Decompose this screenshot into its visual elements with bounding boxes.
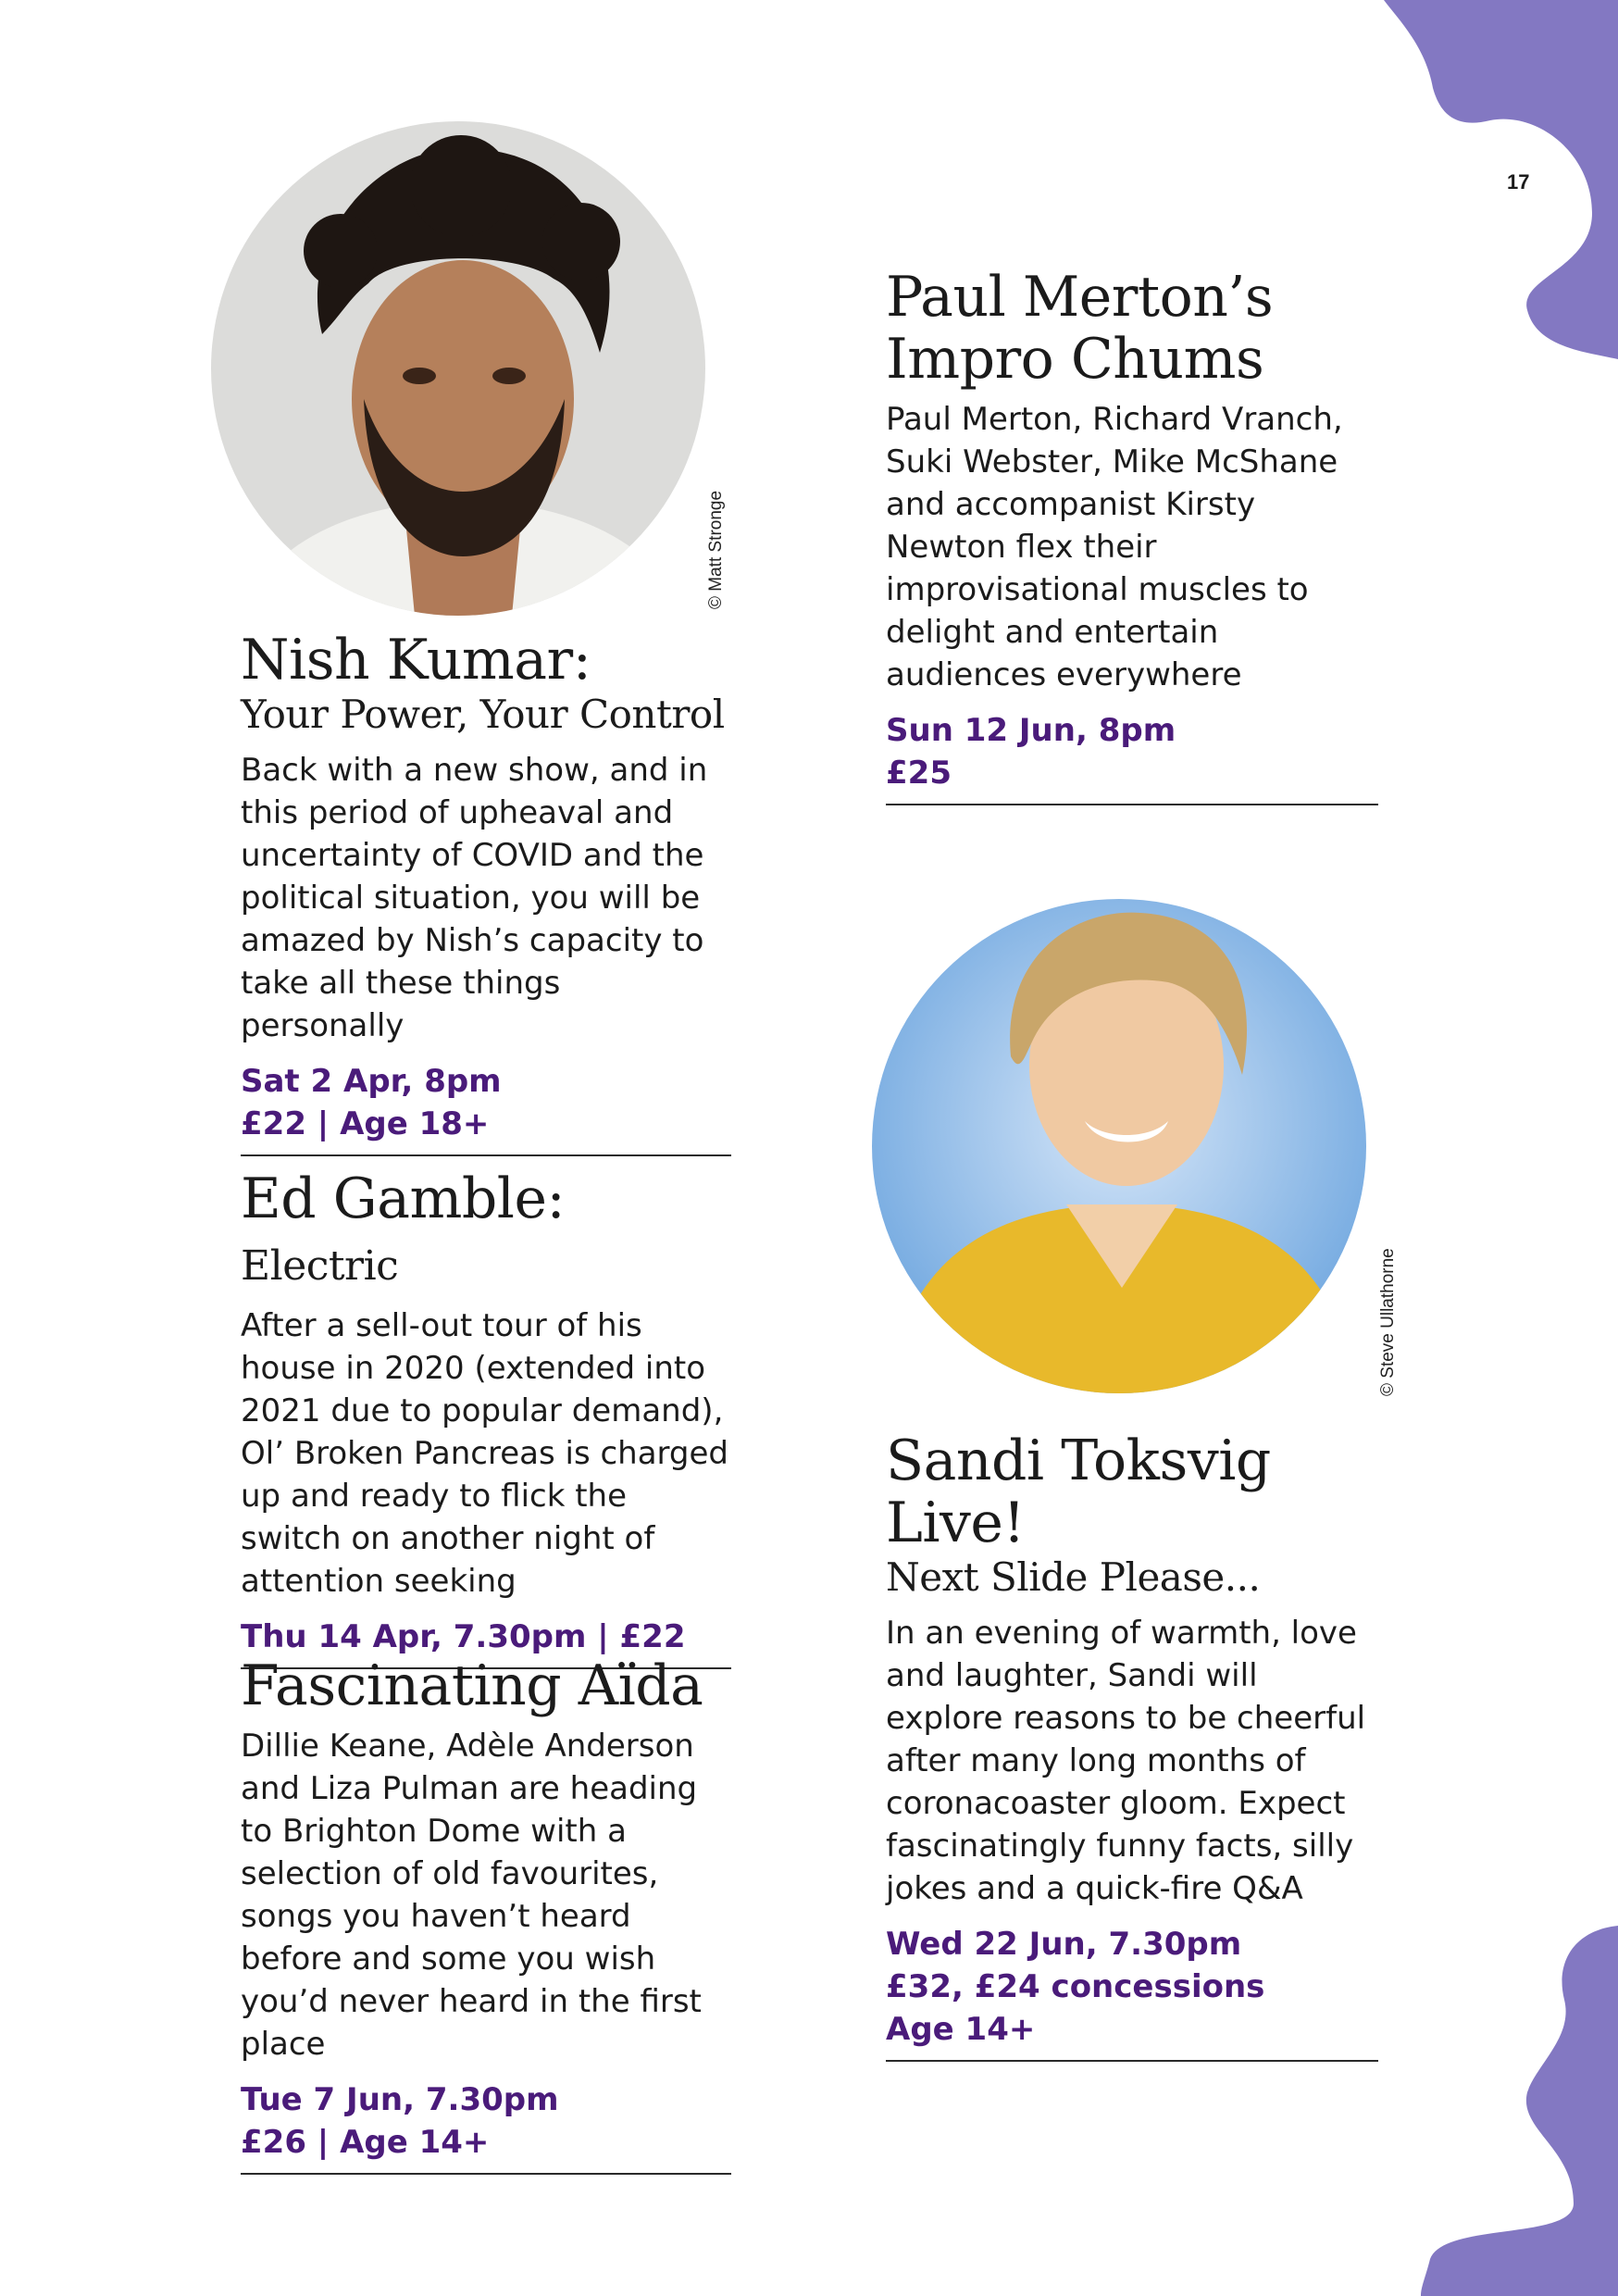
event-date: Sat 2 Apr, 8pm — [241, 1063, 502, 1100]
sandi-toksvig-photo — [872, 899, 1366, 1393]
event-title — [241, 1168, 731, 1297]
event-subtitle: Your Power, Your Control — [241, 692, 725, 737]
event-date: Tue 7 Jun, 7.30pm — [241, 2081, 559, 2118]
event-description: In an evening of warmth, love and laughter, Sandi will explore reasons to be cheerful after many long months of coronacoaster gloom. Expect fascinatingly funny facts, silly jokes and a quick-fire Q&A — [886, 1615, 1366, 1907]
event-sandi-toksvig — [886, 1430, 1378, 2062]
bottom-cloud-shape — [1421, 1926, 1618, 2296]
event-date: Wed 22 Jun, 7.30pm — [886, 1926, 1242, 1963]
event-description: Dillie Keane, Adèle Anderson and Liza Pulman are heading to Brighton Dome with a selection of old favourites, songs you haven’t heard before and some you wish you’d never heard in the first place — [241, 1728, 702, 2063]
event-subtitle: Next Slide Please... — [886, 1554, 1261, 1600]
event-title-main: Ed Gamble: — [241, 1167, 566, 1231]
event-title-suffix: Electric — [241, 1242, 399, 1290]
sandi-photo-credit: © Steve Ullathorne — [1378, 1248, 1398, 1396]
event-title — [886, 267, 1378, 391]
sandi-toksvig-portrait — [872, 899, 1366, 1393]
event-title: Nish Kumar: — [241, 628, 591, 693]
nish-kumar-portrait — [211, 121, 705, 616]
event-ed-gamble — [241, 1168, 731, 1669]
divider — [241, 1154, 731, 1156]
event-date-price: Thu 14 Apr, 7.30pm | £22 — [241, 1618, 686, 1655]
page-number: 17 — [1507, 170, 1530, 193]
event-fascinating-aida — [241, 1655, 731, 2175]
divider — [241, 2173, 731, 2175]
event-title: Fascinating Aïda — [241, 1653, 703, 1718]
event-age: Age 14+ — [886, 2011, 1036, 2048]
event-date: Sun 12 Jun, 8pm — [886, 712, 1176, 749]
event-description: Paul Merton, Richard Vranch, Suki Webster, Mike McShane and accompanist Kirsty Newton flex their improvisational muscles to delight and entertain audiences everywhere — [886, 401, 1343, 693]
event-nish-kumar — [241, 630, 731, 1156]
nish-photo-credit: © Matt Stronge — [706, 490, 726, 609]
event-title-line2: Impro Chums — [886, 327, 1264, 392]
event-description: Back with a new show, and in this period of upheaval and uncertainty of COVID and the political situation, you will be amazed by Nish’s capacity to take all these things personally — [241, 752, 708, 1044]
nish-kumar-photo — [211, 121, 705, 616]
divider — [886, 804, 1378, 805]
event-price: £25 — [886, 755, 952, 792]
event-price: £22 | Age 18+ — [241, 1105, 490, 1142]
event-price: £26 | Age 14+ — [241, 2124, 490, 2161]
divider — [886, 2060, 1378, 2062]
event-title: Sandi Toksvig Live! — [886, 1429, 1271, 1555]
event-description: After a sell-out tour of his house in 2020 (extended into 2021 due to popular demand), Ol’ Broken Pancreas is charged up and ready to flick the switch on another night of attention seeking — [241, 1307, 728, 1600]
event-title-line1: Paul Merton’s — [886, 265, 1274, 330]
event-paul-merton — [886, 267, 1378, 805]
top-cloud-shape — [1384, 0, 1618, 359]
event-price: £32, £24 concessions — [886, 1968, 1265, 2005]
